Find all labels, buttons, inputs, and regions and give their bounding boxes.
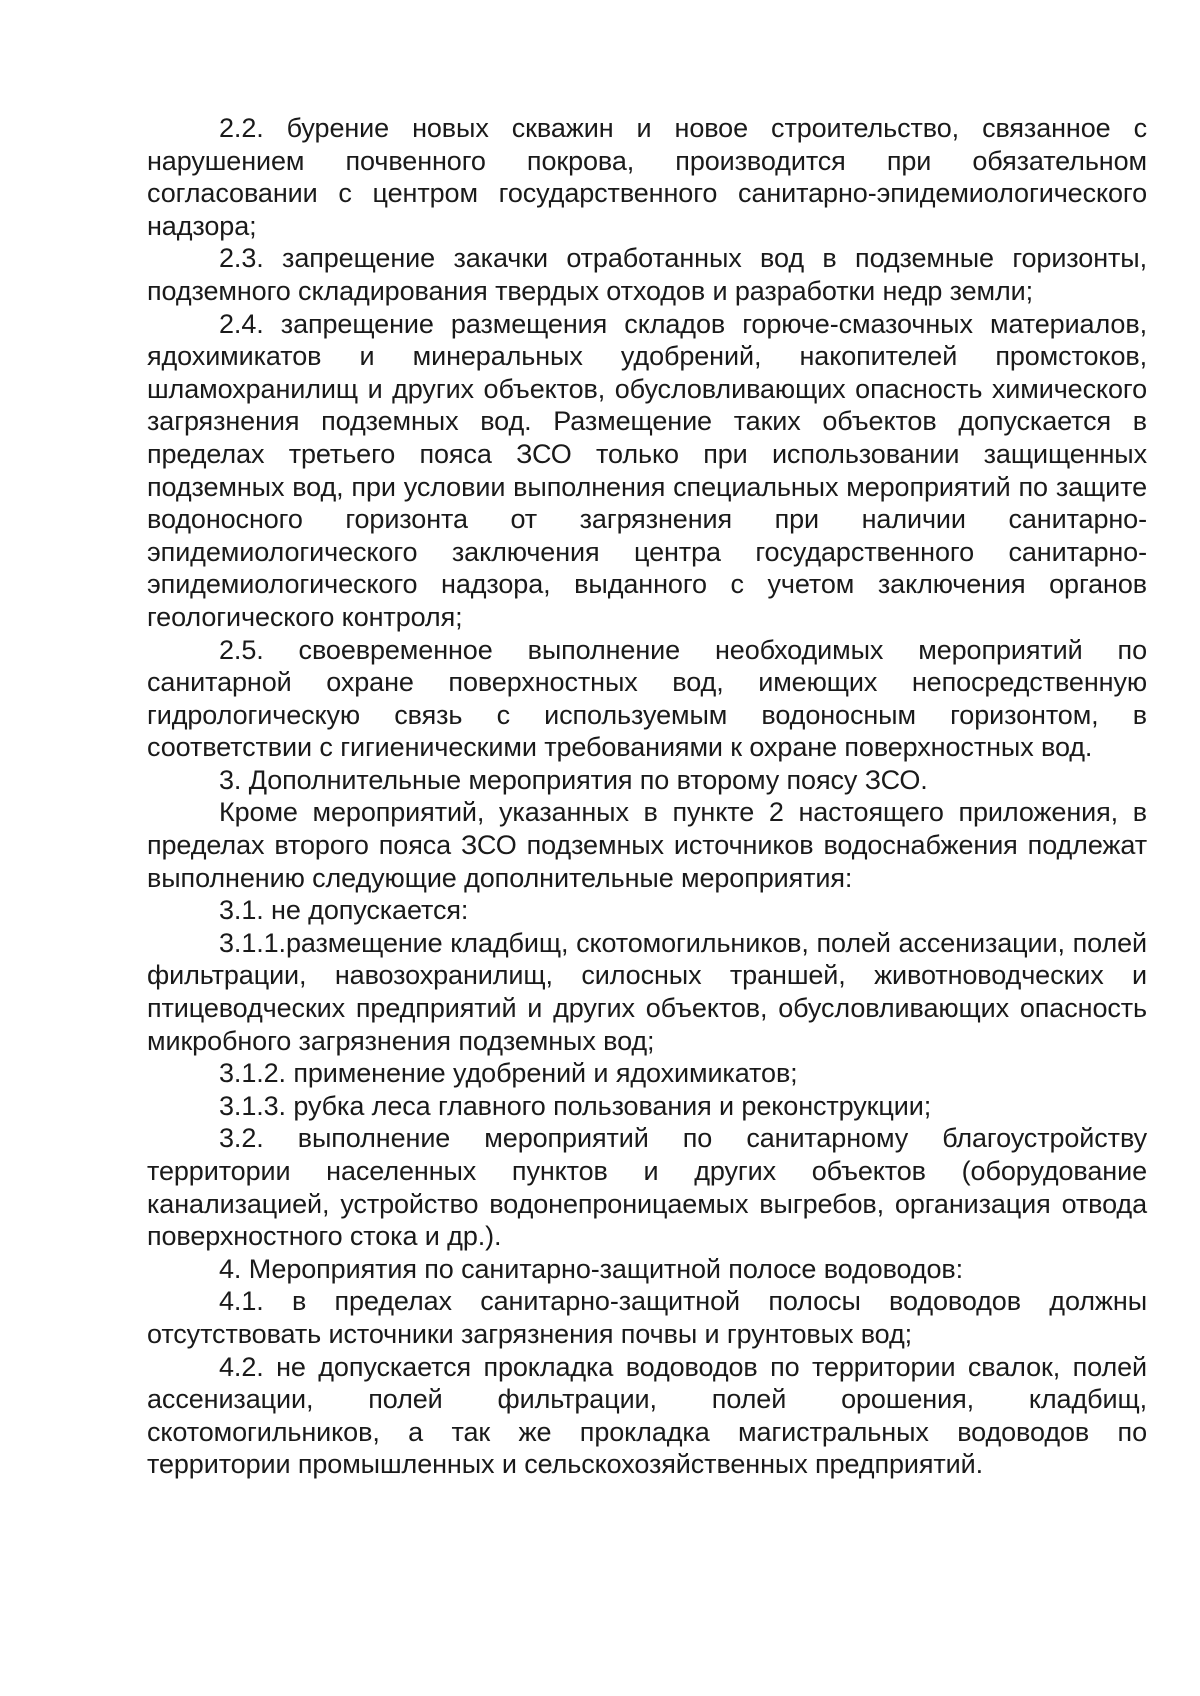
paragraph-3-1-3: 3.1.3. рубка леса главного пользования и реконструкции; xyxy=(219,1090,932,1121)
paragraph-2-4: 2.4. запрещение размещения складов горюче-смазочных материалов, ядохимикатов и минеральных удобрений, накопителей промстоков, шламохранилищ и других объектов, обусловливающих опасность химического загрязнения подземных вод. Размещение таких объектов допускается в пределах третьего пояса ЗСО только при использовании защищенных подземных вод, при условии выполнения специальных мероприятий по защите водоносного горизонта от загрязнения при наличии санитарно-эпидемиологического заключения центра государственного санитарно-эпидемиологического надзора, выданного с учетом заключения органов геологического контроля; xyxy=(147,308,1147,632)
paragraph-3-1-1: 3.1.1.размещение кладбищ, скотомогильников, полей ассенизации, полей фильтрации, навозохранилищ, силосных траншей, животноводческих и птицеводческих предприятий и других объектов, обусловливающих опасность микробного загрязнения подземных вод; xyxy=(147,927,1147,1056)
document-body xyxy=(147,112,1147,1481)
paragraph-2-3: 2.3. запрещение закачки отработанных вод в подземные горизонты, подземного складирования твердых отходов и разработки недр земли; xyxy=(147,243,1147,306)
paragraph-2-5: 2.5. своевременное выполнение необходимых мероприятий по санитарной охране поверхностных вод, имеющих непосредственную гидрологическую связь с используемым водоносным горизонтом, в соответствии с гигиеническими требованиями к охране поверхностных вод. xyxy=(147,634,1147,763)
paragraph-4-1: 4.1. в пределах санитарно-защитной полосы водоводов должны отсутствовать источники загрязнения почвы и грунтовых вод; xyxy=(147,1286,1147,1349)
paragraph-4-2: 4.2. не допускается прокладка водоводов по территории свалок, полей ассенизации, полей фильтрации, полей орошения, кладбищ, скотомогильников, а так же прокладка магистральных водоводов по территории промышленных и сельскохозяйственных предприятий. xyxy=(147,1351,1147,1480)
paragraph-3-2: 3.2. выполнение мероприятий по санитарному благоустройству территории населенных пунктов и других объектов (оборудование канализацией, устройство водонепроницаемых выгребов, организация отвода поверхностного стока и др.). xyxy=(147,1123,1147,1252)
paragraph-3-1: 3.1. не допускается: xyxy=(219,895,469,926)
paragraph-3-1-2: 3.1.2. применение удобрений и ядохимикатов; xyxy=(219,1058,798,1089)
paragraph-2-2: 2.2. бурение новых скважин и новое строительство, связанное с нарушением почвенного покрова, производится при обязательном согласовании с центром государственного санитарно-эпидемиологического надзора; xyxy=(147,113,1147,241)
paragraph-3-intro: Кроме мероприятий, указанных в пункте 2 настоящего приложения, в пределах второго пояса ЗСО подземных источников водоснабжения подлежат выполнению следующие дополнительные мероприятия: xyxy=(147,797,1147,893)
section-4-heading: 4. Мероприятия по санитарно-защитной полосе водоводов: xyxy=(219,1253,964,1284)
section-3-heading: 3. Дополнительные мероприятия по второму поясу ЗСО. xyxy=(219,764,928,795)
